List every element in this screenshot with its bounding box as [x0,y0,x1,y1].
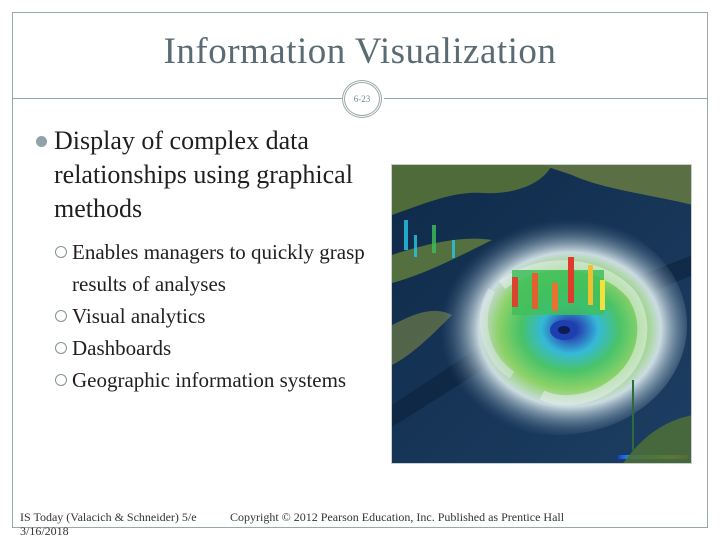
sub-bullet [54,236,384,300]
title-divider-left [12,98,342,99]
hollow-circle-bullet-icon [55,246,67,258]
sub-bullet [54,364,384,396]
sub-bullet-text: Geographic information systems [72,368,347,392]
sub-bullet-text: Enables managers to quickly grasp results of analyses [72,240,365,296]
hurricane-satellite-icon [392,165,692,464]
page-number-badge [342,80,382,118]
hollow-circle-bullet-icon [55,374,67,386]
main-bullet [34,124,384,226]
hollow-circle-bullet-icon [55,342,67,354]
sub-bullet [54,300,384,332]
main-bullet-text: Display of complex data relationships using graphical methods [54,126,353,223]
sub-bullet-text: Dashboards [72,336,172,360]
footer-source-text: IS Today (Valacich & Schneider) 5/e [20,510,197,524]
page-number: 6-23 [353,94,371,104]
hollow-circle-bullet-icon [55,310,67,322]
sub-bullet [54,332,384,364]
filled-circle-bullet-icon [36,136,47,147]
slide-title: Information Visualization [163,31,557,72]
sub-bullet-list [54,236,384,396]
footer-source [20,510,197,538]
footer-date: 3/16/2018 [20,524,69,538]
hurricane-visualization-image [391,164,692,464]
footer-copyright: Copyright © 2012 Pearson Education, Inc. Published as Prentice Hall [230,510,565,524]
title-divider-right [384,98,708,99]
slide-body [34,124,384,396]
sub-bullet-text: Visual analytics [72,304,206,328]
